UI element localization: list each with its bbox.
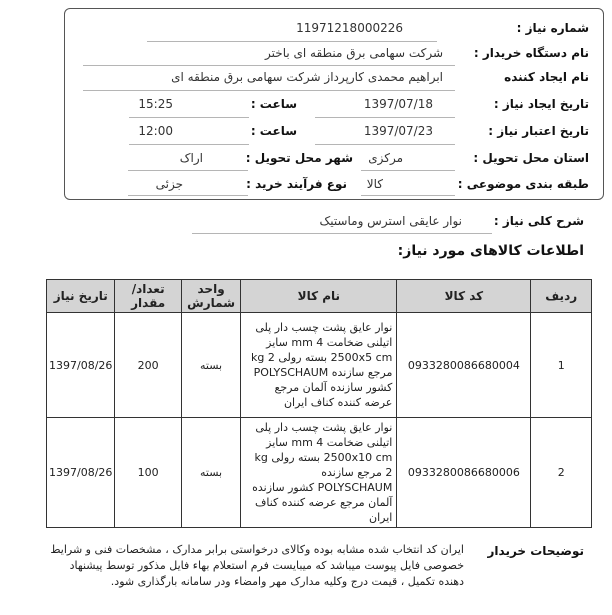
divider — [361, 170, 455, 171]
col-header-need-date: تاریخ نیاز — [47, 280, 115, 313]
buyer-notes-label: توضیحات خریدار — [487, 544, 584, 558]
divider — [147, 41, 437, 42]
items-section-title: اطلاعات کالاهای مورد نیاز: — [397, 243, 584, 259]
divider — [315, 144, 455, 145]
col-header-row-number: ردیف — [531, 280, 592, 313]
item-name-cell: نوار عایق پشت چسب دار پلی اتیلنی ضخامت mm 4 سایز 2500x10 cm بسته رولی kg 2 مرجع سازنده POLYSCHAUM کشور سازنده آلمان مرجع عرضه کننده کناف ایران — [241, 418, 397, 528]
need-info-panel — [64, 8, 604, 200]
created-time-label: ساعت : — [250, 97, 297, 111]
creator-value: ابراهیم محمدی کارپرداز شرکت سهامی برق منطقه ای — [171, 70, 443, 84]
col-header-quantity: تعداد/ مقدار — [115, 280, 181, 313]
table-row — [47, 313, 592, 418]
divider — [192, 233, 492, 234]
unit-cell: بسته — [181, 313, 241, 418]
buyer-label: نام دستگاه خریدار : — [473, 46, 589, 60]
divider — [83, 65, 455, 66]
items-table — [46, 279, 592, 528]
divider — [129, 144, 249, 145]
valid-time-value: 12:00 — [138, 124, 173, 138]
need-number-label: شماره نیاز : — [516, 21, 589, 35]
general-desc-label: شرح کلی نیاز : — [493, 214, 584, 228]
divider — [128, 170, 248, 171]
created-time-value: 15:25 — [138, 97, 173, 111]
buyer-value: شرکت سهامی برق منطقه ای باختر — [265, 46, 443, 60]
need-date-cell: 1397/08/26 — [47, 313, 115, 418]
need-date-cell: 1397/08/26 — [47, 418, 115, 528]
divider — [361, 195, 455, 196]
need-number-value: 11971218000226 — [296, 21, 403, 35]
quantity-cell: 200 — [115, 313, 181, 418]
quantity-cell: 100 — [115, 418, 181, 528]
category-value: کالا — [366, 177, 383, 191]
item-code-cell: 0933280086680004 — [397, 313, 531, 418]
col-header-item-code: کد کالا — [397, 280, 531, 313]
divider — [128, 195, 248, 196]
row-number-cell: 1 — [531, 313, 592, 418]
process-label: نوع فرآیند خرید : — [246, 177, 347, 191]
unit-cell: بسته — [181, 418, 241, 528]
general-desc-value: نوار عایقی استرس وماستیک — [319, 214, 462, 228]
city-value: اراک — [179, 151, 203, 165]
valid-date-label: تاریخ اعتبار نیاز : — [488, 124, 589, 138]
category-label: طبقه بندی موضوعی : — [457, 177, 589, 191]
divider — [83, 90, 455, 91]
row-number-cell: 2 — [531, 418, 592, 528]
divider — [129, 117, 249, 118]
divider — [315, 117, 455, 118]
creator-label: نام ایجاد کننده — [504, 70, 589, 84]
city-label: شهر محل تحویل : — [245, 151, 353, 165]
table-header-row — [47, 280, 592, 313]
valid-time-label: ساعت : — [250, 124, 297, 138]
province-value: مرکزی — [368, 151, 403, 165]
buyer-notes-text: ایران کد انتخاب شده مشابه بوده وکالای درخواستی برابر مدارک ، مشخصات فنی و شرایط خصوصی فایل پیوست میباشد که میبایست فرم استعلام بهاء فایل مذکور توسط پیشنهاد دهنده تکمیل ، قیمت درج وکلیه مدارک مهر وامضاء ودر سامانه بارگذاری شود. — [50, 543, 464, 588]
col-header-item-name: نام کالا — [241, 280, 397, 313]
province-label: استان محل تحویل : — [473, 151, 589, 165]
table-row — [47, 418, 592, 528]
valid-date-value: 1397/07/23 — [363, 124, 433, 138]
created-date-value: 1397/07/18 — [363, 97, 433, 111]
item-code-cell: 0933280086680006 — [397, 418, 531, 528]
process-value: جزئی — [155, 177, 183, 191]
created-date-label: تاریخ ایجاد نیاز : — [493, 97, 589, 111]
item-name-cell: نوار عایق پشت چسب دار پلی اتیلنی ضخامت mm 4 سایز 2500x5 cm بسته رولی kg 2 مرجع سازنده POLYSCHAUM کشور سازنده آلمان مرجع عرضه کننده کناف ایران — [241, 313, 397, 418]
col-header-unit: واحد شمارش — [181, 280, 241, 313]
